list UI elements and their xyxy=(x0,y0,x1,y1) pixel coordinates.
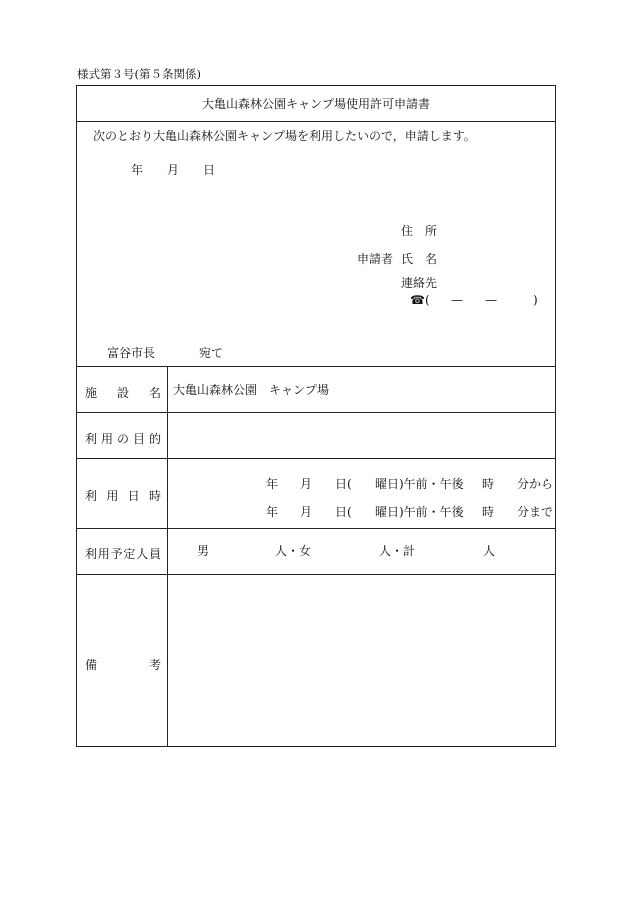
address-label: 住 所 xyxy=(401,224,438,238)
contact-label: 連絡先 xyxy=(401,276,438,290)
form-title: 大亀山森林公園キャンプ場使用許可申請書 xyxy=(201,97,430,111)
from-minute: 分から xyxy=(517,477,554,491)
total-count-label: 人・計 xyxy=(379,544,416,558)
from-month: 月 xyxy=(300,477,313,491)
addressee-mayor: 富谷市長 xyxy=(107,346,156,360)
to-day: 日( xyxy=(335,505,352,519)
to-weekday-ampm: 曜日)午前・午後 xyxy=(375,505,464,519)
to-hour: 時 xyxy=(482,505,495,519)
female-count-label: 人・女 xyxy=(275,544,312,558)
addressee-suffix: 宛て xyxy=(199,346,224,360)
header-divider xyxy=(77,366,555,367)
applicant-prefix: 申請者 xyxy=(357,252,394,266)
to-month: 月 xyxy=(300,505,313,519)
row-divider-1 xyxy=(77,412,555,413)
row-divider-2 xyxy=(77,458,555,459)
facility-value: 大亀山森林公園 キャンプ場 xyxy=(173,383,330,397)
people-label: 利 用 予 定 人 員 xyxy=(85,547,161,561)
phone-dash-2: — xyxy=(485,293,497,307)
remarks-label: 備 考 xyxy=(85,658,161,672)
from-hour: 時 xyxy=(482,477,495,491)
datetime-label: 利 用 日 時 xyxy=(85,489,161,503)
from-year: 年 xyxy=(266,477,279,491)
date-month-label: 月 xyxy=(167,163,180,177)
row-divider-3 xyxy=(77,528,555,529)
phone-close-paren: ) xyxy=(533,293,538,307)
phone-icon: ☎ xyxy=(410,293,425,307)
date-day-label: 日 xyxy=(203,163,216,177)
to-minute: 分まで xyxy=(517,505,554,519)
from-day: 日( xyxy=(335,477,352,491)
phone-open-paren: ( xyxy=(425,293,430,307)
from-weekday-ampm: 曜日)午前・午後 xyxy=(375,477,464,491)
to-year: 年 xyxy=(266,505,279,519)
name-label: 氏 名 xyxy=(401,252,438,266)
facility-label: 施 設 名 xyxy=(85,386,161,400)
row-divider-4 xyxy=(77,574,555,575)
application-form xyxy=(76,85,556,747)
purpose-label: 利 用 の 目 的 xyxy=(85,432,161,446)
date-year-label: 年 xyxy=(131,163,144,177)
male-count-label: 男 xyxy=(197,544,210,558)
label-column-divider xyxy=(167,366,168,746)
phone-dash-1: — xyxy=(451,293,463,307)
people-unit: 人 xyxy=(483,544,496,558)
form-code: 様式第３号(第５条関係) xyxy=(77,67,201,81)
title-divider xyxy=(77,121,555,122)
intro-text: 次のとおり大亀山森林公園キャンプ場を利用したいので，申請します。 xyxy=(93,129,476,143)
